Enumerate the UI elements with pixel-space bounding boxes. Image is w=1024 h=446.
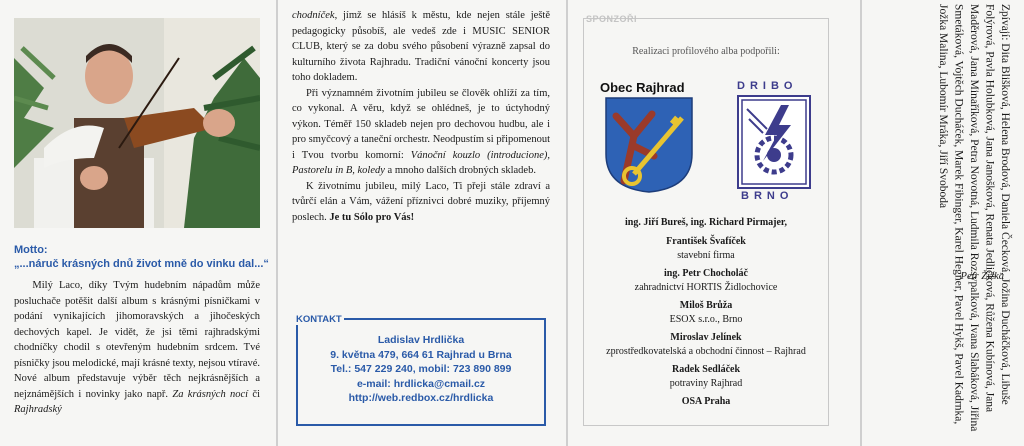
sponsor-item [583,235,829,263]
fold-line [860,0,862,446]
sponsor-desc: zahradnictví HORTIS Židlochovice [634,282,778,293]
song-title: Za krásných nocí [172,388,249,400]
dribo-logo-icon [737,95,811,189]
letter-paragraph [292,179,550,226]
sponsor-list [583,216,829,409]
sponsor-item [583,216,829,230]
sponsor-item [583,299,829,327]
sponsor-item [583,395,829,409]
sponsor-desc: potraviny Rajhrad [669,378,743,389]
song-title: Rajhradský [14,404,62,415]
contact-details [296,333,546,406]
intro-text-mid: či [248,388,260,400]
sponsor-tag: SPONZOŘI [586,14,638,24]
singers-list: Zpívají: Dita Blišková, Helena Brodová, Daniela Čecková, Jožina Ducháčková, Libuše Folýrová, Pavla Holubková, Jana Janošková, Renata Jedličková, Růžena Kubínová, Jana Maděrová, Jana Minaříková, Petra Novotná, Ludmila Rozsypalková, Ivana Slabáková, Jiřina Smetáková, Vojtěch Ducháček, Marek Fibinger, Karel Hegner, Pavel Hykš, Pavel Kadrnka, Jožka Malina, Lubomír Mráka, Jiří Svoboda [937,4,1011,432]
letter-paragraph [292,8,550,86]
letter-text: Při významném životním jubileu se člověk ohlíží za tím, co vykonal. A věru, když se ohlédneš, je to úctyhodný výkon. Téměř 150 skladeb nejen pro dechovou hudbu, ale i pro smyčcový a taneční orchestr. Neodpustím si připomenout i Tvou tvorbu komorní: [292,87,550,161]
letter-text: , jímž se hlásíš k městu, kde nejen stále ještě pedagogicky působíš, ale vedeš zde i MUSIC SENIOR CLUB, který se za dobu svého působení výrazně zapsal do kulturního života Rajhradu. Tradiční vánoční koncerty jsou toho dokladem. [292,10,550,83]
intro-paragraph [14,278,260,418]
sponsor-intro: Realizaci profilového alba podpořili: [632,46,780,57]
motto-text: „...náruč krásných dnů život mně do vinku dal...“ [14,258,269,270]
sponsor-name: Radek Sedláček [671,364,741,375]
signature: Petr Žižka [960,271,1004,282]
dribo-city: BRNO [741,190,794,202]
violinist-photo [14,18,260,228]
works-list: Vánoční kouzlo (introducione), Pastorelu in B, koledy [292,149,550,176]
contact-name: Ladislav Hrdlička [377,334,465,346]
contact-web[interactable]: http://web.redbox.cz/hrdlicka [348,392,494,404]
sponsor-desc: ESOX s.r.o., Brno [669,314,743,325]
letter-highlight: Je tu Sólo pro Vás! [329,211,415,223]
contact-phone: Tel.: 547 229 240, mobil: 723 890 899 [330,363,512,375]
letter-paragraph [292,86,550,179]
sponsor-name: Miloš Brůža [679,300,733,311]
letter-text: K životnímu jubileu, milý Laco, Ti přeji stále zdraví a tvůrčí elán a Vám, vážení příznivci dobré muziky, příjemný poslech. [292,180,550,223]
contact-email[interactable]: e-mail: hrdlicka@cmail.cz [356,377,486,390]
contact-address: 9. května 479, 664 61 Rajhrad u Brna [330,348,512,361]
sponsor-name: František Švafíček [666,236,746,247]
intro-text: Milý Laco, díky Tvým hudebním nápadům může posluchače potěšit další album s krásnými písničkami v podání vynikajících jihomoravských a jihočeských dechových kapel. Je vidět, že jsi těmi rajhradskými chodníčky chodil s otevřeným hudebním srdcem. Tvé písničky jsou melodické, mají krásné texty, nejsou vtíravé. Nové album představuje výběr těch nejkrásnějších a nejznámějších i novinky jako např. [14,280,261,400]
sponsor-item [583,331,829,359]
fold-line [276,0,278,446]
sponsor-item [583,363,829,391]
rajhrad-crest-icon [604,96,694,194]
obec-title: Obec Rajhrad [600,80,685,95]
contact-label: KONTAKT [296,314,342,325]
sponsor-desc: zprostředkovatelská a obchodní činnost – Rajhrad [606,346,806,357]
letter-text: a mnoho dalších drobných skladeb. [384,165,536,176]
fold-line [566,0,568,446]
sponsor-name: OSA Praha [681,396,731,407]
sponsor-name: ing. Petr Chocholáč [664,268,748,279]
song-title: chodníček [292,10,335,21]
dribo-name: DRIBO [737,80,798,92]
letter-body [292,8,550,225]
sponsor-name: Miroslav Jelínek [670,332,742,343]
motto-title: Motto: [14,244,48,256]
sponsor-name: ing. Jiří Bureš, ing. Richard Pirmajer, [625,217,787,228]
sponsor-item [583,267,829,295]
sponsor-desc: stavební firma [677,250,735,261]
